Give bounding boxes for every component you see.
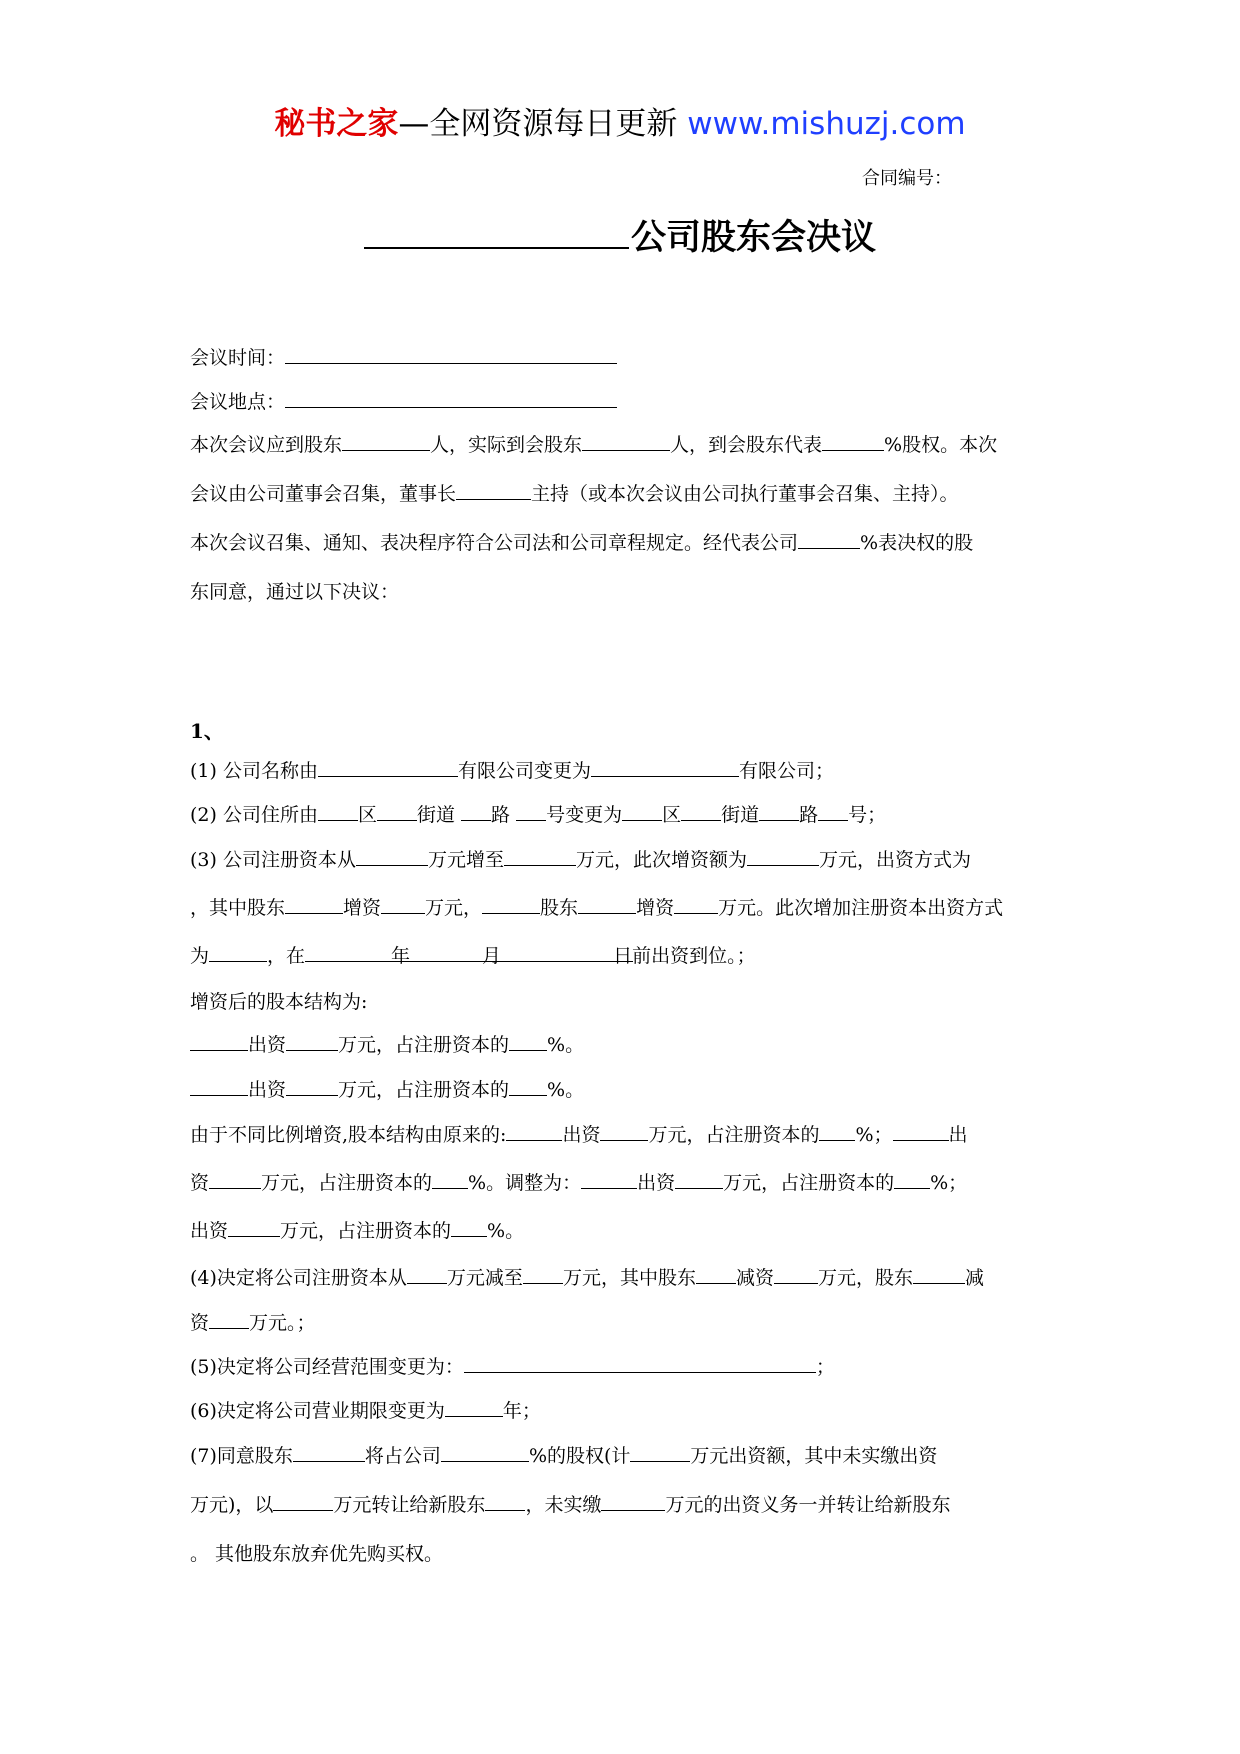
item-text: (2) 公司住所由 bbox=[190, 804, 318, 826]
item-text: (3) 公司注册资本从 bbox=[190, 849, 356, 871]
blank[interactable] bbox=[381, 893, 425, 914]
blank[interactable] bbox=[356, 845, 428, 866]
item-text: 有限公司； bbox=[738, 760, 834, 782]
item-text: 资 bbox=[190, 1172, 210, 1194]
blank[interactable] bbox=[228, 1216, 280, 1237]
item-1 bbox=[190, 756, 834, 783]
meeting-time-label: 会议时间： bbox=[190, 347, 286, 369]
blank[interactable] bbox=[190, 1075, 248, 1096]
item-text: (7)同意股东 bbox=[190, 1445, 293, 1467]
item-text: 出资 bbox=[248, 1079, 287, 1101]
section-number: 1、 bbox=[190, 719, 224, 743]
meeting-place-line bbox=[190, 387, 617, 414]
blank[interactable] bbox=[675, 1168, 723, 1189]
item-4-line-2 bbox=[190, 1308, 316, 1335]
item-6 bbox=[190, 1396, 541, 1423]
blank[interactable] bbox=[286, 1075, 338, 1096]
item-text: 万元，占注册资本的 bbox=[338, 1034, 510, 1056]
item-text: 号变更为 bbox=[546, 804, 623, 826]
intro-text: 本次会议应到股东 bbox=[190, 434, 343, 456]
blank[interactable] bbox=[913, 1263, 965, 1284]
blank[interactable] bbox=[273, 1490, 333, 1511]
item-3-line-1 bbox=[190, 845, 971, 872]
intro-line-2 bbox=[190, 479, 959, 506]
blank[interactable] bbox=[509, 1030, 547, 1051]
blank[interactable] bbox=[582, 430, 670, 451]
change-line-2 bbox=[190, 1168, 967, 1195]
site-banner bbox=[0, 98, 1240, 143]
blank[interactable] bbox=[523, 1263, 563, 1284]
meeting-time-line bbox=[190, 343, 617, 370]
item-text: 减 bbox=[964, 1267, 984, 1289]
item-text: 区 bbox=[357, 804, 377, 826]
item-text: 街道 bbox=[721, 804, 760, 826]
item-text: 由于不同比例增资,股本结构由原来的: bbox=[190, 1124, 507, 1146]
item-3-line-2 bbox=[190, 893, 1003, 920]
blank[interactable] bbox=[819, 1120, 855, 1141]
intro-text: 人，实际到会股东 bbox=[430, 434, 583, 456]
blank[interactable] bbox=[630, 1441, 690, 1462]
blank[interactable] bbox=[591, 756, 739, 777]
blank[interactable] bbox=[377, 800, 417, 821]
blank[interactable] bbox=[622, 800, 662, 821]
item-text: 号； bbox=[848, 804, 887, 826]
blank[interactable] bbox=[578, 893, 636, 914]
blank[interactable] bbox=[482, 893, 540, 914]
item-text: 万元增至 bbox=[427, 849, 504, 871]
item-text: 为 bbox=[190, 945, 210, 967]
item-text: 年； bbox=[502, 1400, 541, 1422]
intro-text: %表决权的股 bbox=[860, 532, 974, 554]
meeting-time-blank[interactable] bbox=[285, 343, 617, 364]
blank[interactable] bbox=[209, 941, 267, 962]
meeting-place-label: 会议地点： bbox=[190, 391, 286, 413]
item-text: 万元，股东 bbox=[817, 1267, 913, 1289]
item-text: 万元，其中股东 bbox=[562, 1267, 696, 1289]
banner-url[interactable]: www.mishuzj.com bbox=[687, 106, 966, 142]
intro-text: 本次会议召集、通知、表决程序符合公司法和公司章程规定。经代表公司 bbox=[190, 532, 799, 554]
blank[interactable] bbox=[485, 1490, 525, 1511]
item-text: 路 bbox=[491, 804, 517, 826]
item-7-line-1 bbox=[190, 1441, 937, 1468]
item-text: 出 bbox=[948, 1124, 968, 1146]
item-text: 万元，占注册资本的 bbox=[338, 1079, 510, 1101]
company-name-blank[interactable] bbox=[364, 211, 629, 249]
blank[interactable] bbox=[759, 800, 799, 821]
blank[interactable] bbox=[305, 941, 391, 962]
item-text: 出资 bbox=[190, 1220, 229, 1242]
item-text: 出资 bbox=[637, 1172, 676, 1194]
blank[interactable] bbox=[504, 845, 576, 866]
item-text: 万元转让给新股东 bbox=[333, 1494, 486, 1516]
item-text: %的股权(计 bbox=[528, 1445, 631, 1467]
blank[interactable] bbox=[674, 893, 718, 914]
item-text: 万元，出资方式为 bbox=[819, 849, 972, 871]
intro-text: 主持（或本次会议由公司执行董事会召集、主持）。 bbox=[531, 483, 959, 505]
document-title bbox=[0, 210, 1240, 260]
blank[interactable] bbox=[894, 1168, 930, 1189]
item-text: 增资 bbox=[636, 897, 675, 919]
item-text: 路 bbox=[799, 804, 819, 826]
blank[interactable] bbox=[501, 941, 613, 962]
intro-text: 会议由公司董事会召集，董事长 bbox=[190, 483, 457, 505]
item-text: (4)决定将公司注册资本从 bbox=[190, 1267, 407, 1289]
blank[interactable] bbox=[441, 1441, 529, 1462]
blank[interactable] bbox=[818, 800, 848, 821]
blank[interactable] bbox=[293, 1441, 365, 1462]
item-text: %。 bbox=[547, 1034, 585, 1056]
blank[interactable] bbox=[407, 1263, 447, 1284]
meeting-place-blank[interactable] bbox=[285, 387, 617, 408]
blank[interactable] bbox=[432, 1168, 468, 1189]
item-text: ，在 bbox=[267, 945, 306, 967]
contract-number-label: 合同编号： bbox=[862, 168, 952, 189]
structure-label: 增资后的股本结构为: bbox=[190, 991, 368, 1013]
title-text: 公司股东会决议 bbox=[630, 217, 876, 258]
item-text: %。 bbox=[487, 1220, 525, 1242]
structure-row bbox=[190, 1075, 584, 1102]
banner-tagline: —全网资源每日更新 bbox=[398, 106, 688, 142]
item-text: 万元)，以 bbox=[190, 1494, 274, 1516]
item-text: 出资 bbox=[562, 1124, 601, 1146]
item-text: 股东 bbox=[540, 897, 579, 919]
item-text: 万元， bbox=[425, 897, 483, 919]
item-text: %； bbox=[855, 1124, 893, 1146]
blank[interactable] bbox=[893, 1120, 949, 1141]
item-2 bbox=[190, 800, 886, 827]
blank[interactable] bbox=[506, 1120, 562, 1141]
blank[interactable] bbox=[516, 800, 546, 821]
item-text: 出资 bbox=[248, 1034, 287, 1056]
blank[interactable] bbox=[581, 1168, 637, 1189]
blank[interactable] bbox=[600, 1120, 648, 1141]
blank[interactable] bbox=[342, 430, 430, 451]
item-text: 增资 bbox=[343, 897, 382, 919]
item-text: 区 bbox=[662, 804, 682, 826]
banner-brand: 秘书之家 bbox=[274, 106, 399, 142]
change-line-1 bbox=[190, 1120, 968, 1147]
item-text: 万元，占注册资本的 bbox=[261, 1172, 433, 1194]
item-text: %； bbox=[930, 1172, 968, 1194]
item-text: 万元，占注册资本的 bbox=[723, 1172, 895, 1194]
item-5 bbox=[190, 1352, 835, 1379]
blank[interactable] bbox=[464, 1352, 816, 1373]
item-text: 万元，占注册资本的 bbox=[280, 1220, 452, 1242]
blank[interactable] bbox=[798, 528, 860, 549]
item-text: 万元的出资义务一并转让给新股东 bbox=[665, 1494, 951, 1516]
blank[interactable] bbox=[696, 1263, 736, 1284]
item-text: (5)决定将公司经营范围变更为： bbox=[190, 1356, 464, 1378]
item-4-line-1 bbox=[190, 1263, 984, 1290]
intro-text: %股权。本次 bbox=[884, 434, 998, 456]
blank[interactable] bbox=[451, 1216, 487, 1237]
blank[interactable] bbox=[410, 941, 482, 962]
item-text: 资 bbox=[190, 1312, 210, 1334]
change-line-3 bbox=[190, 1216, 524, 1243]
blank[interactable] bbox=[318, 800, 358, 821]
blank[interactable] bbox=[509, 1075, 547, 1096]
item-text: 万元。； bbox=[249, 1312, 316, 1334]
intro-line-3 bbox=[190, 528, 973, 555]
item-text: 减资 bbox=[735, 1267, 774, 1289]
blank[interactable] bbox=[209, 1168, 261, 1189]
item-text: 有限公司变更为 bbox=[457, 760, 591, 782]
blank[interactable] bbox=[774, 1263, 818, 1284]
item-text: (6)决定将公司营业期限变更为 bbox=[190, 1400, 445, 1422]
intro-line-1 bbox=[190, 430, 997, 457]
item-text: 万元。此次增加注册资本出资方式 bbox=[718, 897, 1004, 919]
blank[interactable] bbox=[209, 1308, 249, 1329]
item-text: ； bbox=[815, 1356, 835, 1378]
item-7-line-3: 。 其他股东放弃优先购买权。 bbox=[190, 1543, 444, 1565]
item-text: 年 bbox=[391, 941, 410, 962]
item-text: 街道 bbox=[416, 804, 462, 826]
blank[interactable] bbox=[461, 800, 491, 821]
item-3-line-3 bbox=[190, 941, 756, 968]
blank[interactable] bbox=[601, 1490, 665, 1511]
blank[interactable] bbox=[456, 479, 531, 500]
blank[interactable] bbox=[286, 1030, 338, 1051]
blank[interactable] bbox=[190, 1030, 248, 1051]
intro-line-4: 东同意，通过以下决议： bbox=[190, 581, 400, 603]
item-text: 万元，此次增资额为 bbox=[575, 849, 747, 871]
intro-text: 人，到会股东代表 bbox=[670, 434, 823, 456]
item-text: 万元出资额，其中未实缴出资 bbox=[690, 1445, 938, 1467]
item-text: 月 bbox=[482, 941, 501, 962]
blank[interactable] bbox=[445, 1396, 503, 1417]
blank[interactable] bbox=[681, 800, 721, 821]
item-text: 将占公司 bbox=[364, 1445, 441, 1467]
item-text: %。调整为： bbox=[468, 1172, 582, 1194]
item-text: 万元，占注册资本的 bbox=[648, 1124, 820, 1146]
blank[interactable] bbox=[285, 893, 343, 914]
day-char: 日前出资到位。； bbox=[613, 941, 633, 962]
item-text: %。 bbox=[547, 1079, 585, 1101]
item-7-line-2 bbox=[190, 1490, 950, 1517]
blank[interactable] bbox=[747, 845, 819, 866]
item-text: (1) 公司名称由 bbox=[190, 760, 318, 782]
blank[interactable] bbox=[318, 756, 458, 777]
blank[interactable] bbox=[822, 430, 884, 451]
item-text: 万元减至 bbox=[446, 1267, 523, 1289]
item-text: ，其中股东 bbox=[190, 897, 286, 919]
structure-row bbox=[190, 1030, 584, 1057]
item-text: ，未实缴 bbox=[525, 1494, 602, 1516]
